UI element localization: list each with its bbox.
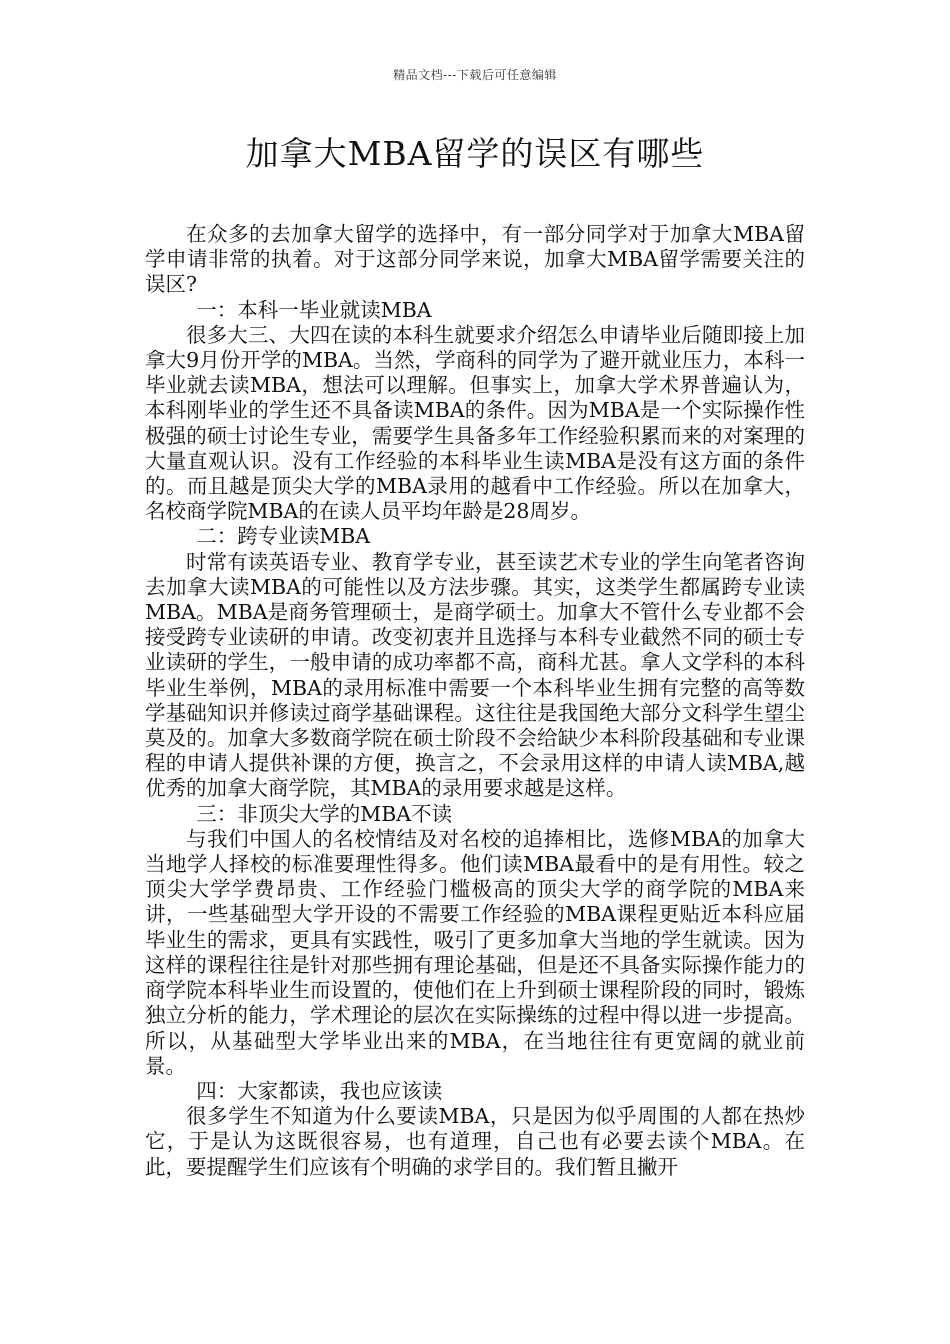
document-body — [145, 222, 805, 1180]
section-heading-4: 四：大家都读，我也应该读 — [196, 1078, 443, 1103]
section-paragraph-3: 与我们中国人的名校情结及对名校的追捧相比，选修MBA的加拿大当地学人择校的标准要理性得多。他们读MBA最看中的是有用性。较之顶尖大学学费昂贵、工作经验门槛极高的顶尖大学的商学院的MBA来讲，一些基础型大学开设的不需要工作经验的MBA课程更贴近本科应届毕业生的需求，更具有实践性，吸引了更多加拿大当地的学生就读。因为这样的课程往往是针对那些拥有理论基础，但是还不具备实际操作能力的商学院本科毕业生而设置的，使他们在上升到硕士课程阶段的同时，锻炼独立分析的能力，学术理论的层次在实际操练的过程中得以进一步提高。所以，从基础型大学毕业出来的MBA，在当地往往有更宽阔的就业前景。 — [145, 826, 805, 1078]
intro-paragraph: 在众多的去加拿大留学的选择中，有一部分同学对于加拿大MBA留学申请非常的执着。对于这部分同学来说，加拿大MBA留学需要关注的误区? — [145, 222, 805, 297]
section-paragraph-1: 很多大三、大四在读的本科生就要求介绍怎么申请毕业后随即接上加拿大9月份开学的MBA。当然，学商科的同学为了避开就业压力，本科一毕业就去读MBA，想法可以理解。但事实上，加拿大学术界普遍认为，本科刚毕业的学生还不具备读MBA的条件。因为MBA是一个实际操作性极强的硕士讨论生专业，需要学生具备多年工作经验积累而来的对案理的大量直观认识。没有工作经验的本科毕业生读MBA是没有这方面的条件的。而且越是顶尖大学的MBA录用的越看中工作经验。所以在加拿大，名校商学院MBA的在读人员平均年龄是28周岁。 — [145, 322, 805, 524]
page-header-note: 精品文档---下载后可任意编辑 — [393, 68, 557, 82]
section-paragraph-2: 时常有读英语专业、教育学专业，甚至读艺术专业的学生向笔者咨询去加拿大读MBA的可能性以及方法步骤。其实，这类学生都属跨专业读MBA。MBA是商务管理硕士，是商学硕士。加拿大不管什么专业都不会接受跨专业读研的申请。改变初衷并且选择与本科专业截然不同的硕士专业读研的学生，一般申请的成功率都不高，商科尤甚。拿人文学科的本科毕业生举例，MBA的录用标准中需要一个本科毕业生拥有完整的高等数学基础知识并修读过商学基础课程。这往往是我国绝大部分文科学生望尘莫及的。加拿大多数商学院在硕士阶段不会给缺少本科阶段基础和专业课程的申请人提供补课的方便，换言之，不会录用这样的申请人读MBA,越优秀的加拿大商学院，其MBA的录用要求越是这样。 — [145, 549, 805, 801]
document-title: 加拿大MBA留学的误区有哪些 — [245, 134, 705, 173]
section-heading-3: 三：非顶尖大学的MBA不读 — [196, 801, 453, 826]
section-heading-2: 二：跨专业读MBA — [196, 524, 371, 549]
section-paragraph-4: 很多学生不知道为什么要读MBA，只是因为似乎周围的人都在热炒它，于是认为这既很容易，也有道理，自己也有必要去读个MBA。在此，要提醒学生们应该有个明确的求学目的。我们暂且撇开 — [145, 1104, 805, 1179]
section-heading-1: 一：本科一毕业就读MBA — [196, 297, 432, 322]
